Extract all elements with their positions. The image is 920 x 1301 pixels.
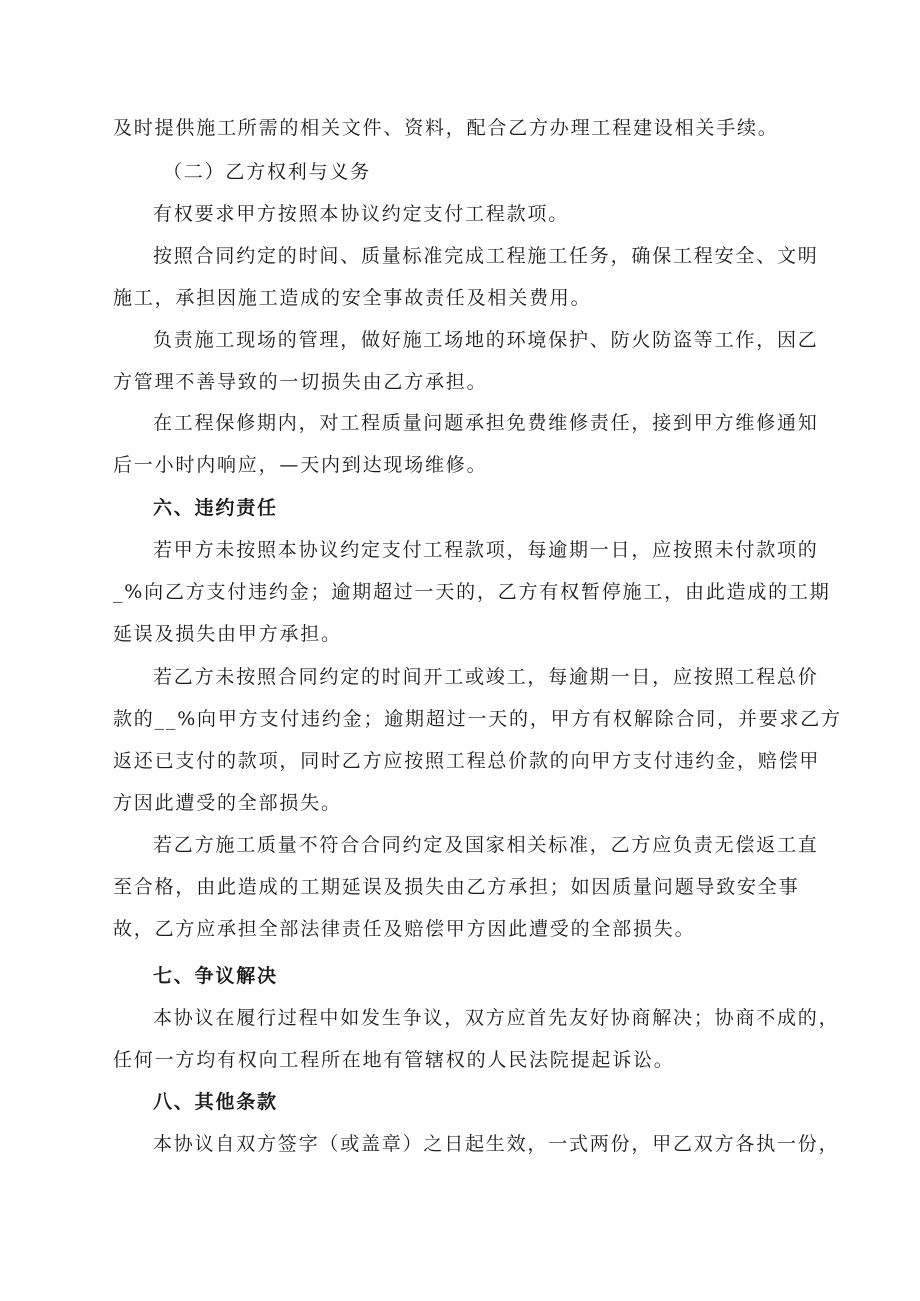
section-heading: 八、其他条款 (153, 1091, 278, 1113)
text-line: _%向乙方支付违约金；逾期超过一天的，乙方有权暂停施工，由此造成的工期 (113, 581, 831, 603)
section-subheading: （二）乙方权利与义务 (163, 161, 372, 183)
text-line: 若乙方未按照合同约定的时间开工或竣工，每逾期一日，应按照工程总价 (153, 666, 819, 688)
text-line: 任何一方均有权向工程所在地有管辖权的人民法院提起诉讼。 (113, 1049, 675, 1071)
text-line: 返还已支付的款项，同时乙方应按照工程总价款的向甲方支付违约金，赔偿甲 (113, 750, 821, 772)
text-line: 本协议在履行过程中如发生争议，双方应首先友好协商解决；协商不成的， (153, 1007, 840, 1029)
text-line: 及时提供施工所需的相关文件、资料，配合乙方办理工程建设相关手续。 (113, 117, 779, 139)
text-line: 款的__%向甲方支付违约金；逾期超过一天的，甲方有权解除合同，并要求乙方 (113, 708, 842, 730)
section-heading: 七、争议解决 (153, 965, 278, 987)
text-line: 有权要求甲方按照本协议约定支付工程款项。 (153, 203, 570, 225)
text-line: 在工程保修期内，对工程质量问题承担免费维修责任，接到甲方维修通知 (153, 412, 819, 434)
text-line: 施工，承担因施工造成的安全事故责任及相关费用。 (113, 287, 592, 309)
text-line: 后一小时内响应，—天内到达现场维修。 (113, 454, 488, 476)
text-line: 若乙方施工质量不符合合同约定及国家相关标准，乙方应负责无偿返工直 (153, 834, 819, 856)
text-line: 至合格，由此造成的工期延误及损失由乙方承担；如因质量问题导致安全事 (113, 876, 800, 898)
text-line: 本协议自双方签字（或盖章）之日起生效，一式两份，甲乙双方各执一份， (153, 1133, 840, 1155)
text-line: 负责施工现场的管理，做好施工场地的环境保护、防火防盗等工作，因乙 (153, 329, 819, 351)
section-heading: 六、违约责任 (153, 497, 278, 519)
text-line: 若甲方未按照本协议约定支付工程款项，每逾期一日，应按照未付款项的 (153, 539, 819, 561)
text-line: 按照合同约定的时间、质量标准完成工程施工任务，确保工程安全、文明 (153, 245, 819, 267)
text-line: 方因此遭受的全部损失。 (113, 792, 342, 814)
text-line: 故，乙方应承担全部法律责任及赔偿甲方因此遭受的全部损失。 (113, 918, 696, 940)
text-line: 方管理不善导致的一切损失由乙方承担。 (113, 371, 488, 393)
text-line: 延误及损失由甲方承担。 (113, 623, 342, 645)
